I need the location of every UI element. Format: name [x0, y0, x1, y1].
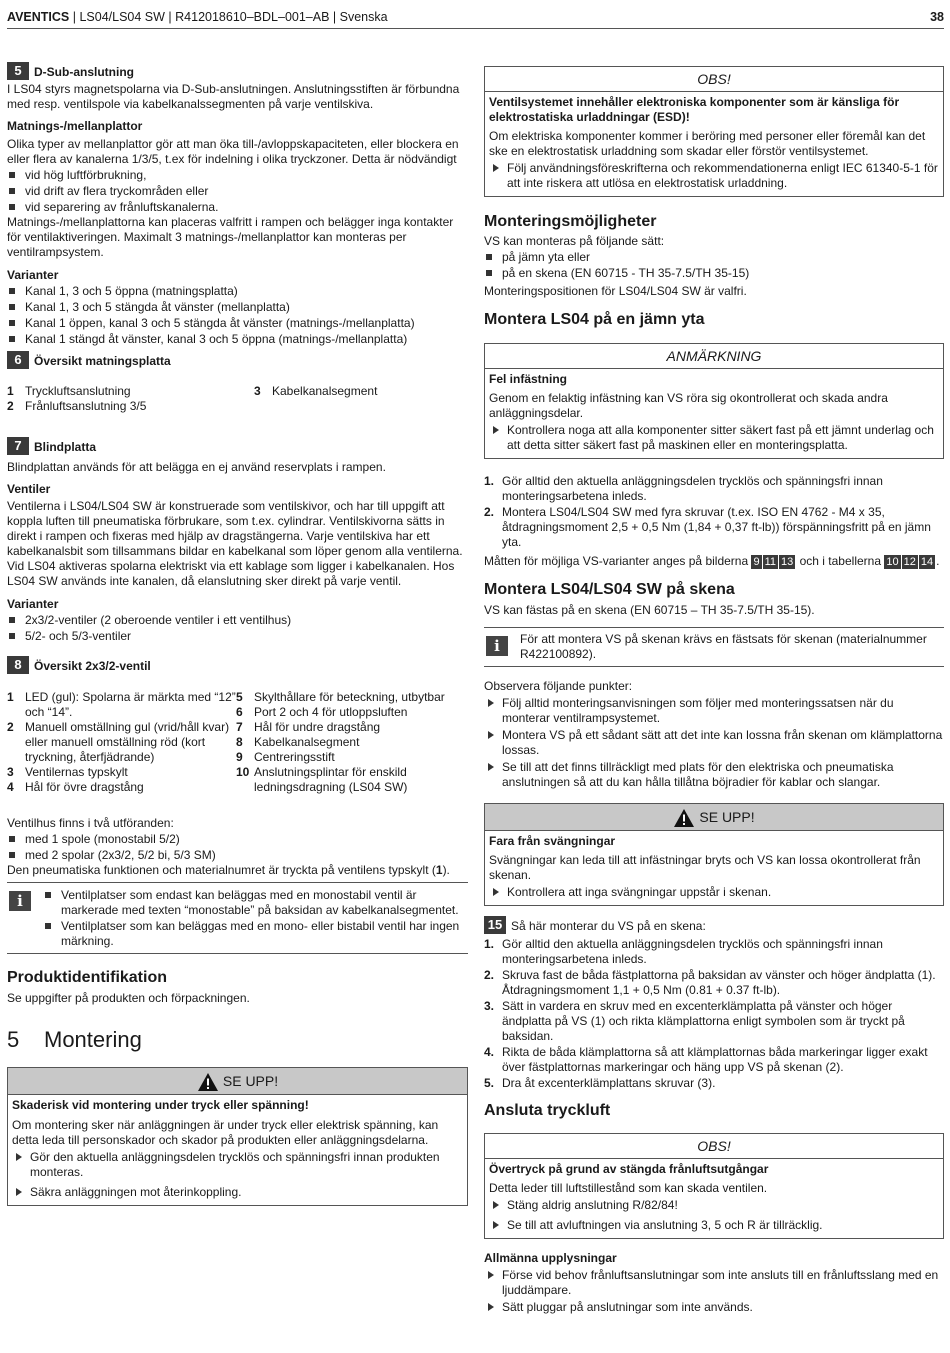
legend-text: Skylthållare för beteckning, utbytbar — [254, 690, 445, 704]
notice-label: OBS! — [485, 67, 943, 92]
caution-box-svangningar — [484, 803, 944, 906]
step-number: 5. — [484, 1076, 495, 1090]
notice-box-overtryck — [484, 1133, 944, 1239]
text-part: Måtten för möjliga VS-varianter anges på bilderna — [484, 554, 752, 568]
info-box-monostable — [7, 882, 468, 954]
step-number: 2. — [484, 968, 495, 982]
notice-body — [485, 92, 943, 196]
page-header — [7, 10, 944, 29]
legend-number: 10 — [236, 765, 250, 779]
list-item: på en skena (EN 60715 - TH 35-7.5/TH 35-15) — [484, 266, 944, 281]
step-number: 1. — [484, 937, 495, 951]
caution-label: SE UPP! — [222, 1073, 279, 1089]
ref-number: 1 — [435, 863, 443, 877]
list-item: Kanal 1, 3 och 5 öppna (matningsplatta) — [7, 284, 468, 299]
remark-list — [489, 423, 939, 453]
list-item: Montera VS på ett sådant sätt att det inte kan lossna från skenan om klämplattorna lossas. — [484, 728, 944, 758]
varianter-heading: Varianter — [7, 268, 59, 282]
notice-body — [485, 1159, 943, 1238]
list-item: Kanal 1 stängd åt vänster, kanal 3 och 5 öppna (matnings-/mellanplatta) — [7, 332, 468, 347]
legend-text: Frånluftsanslutning 3/5 — [25, 399, 147, 413]
legend-number: 3 — [254, 384, 261, 398]
brand-name: AVENTICS — [7, 10, 70, 24]
list-item: vid separering av frånluftskanalerna. — [7, 200, 468, 215]
notice-heading: Övertryck på grund av stängda frånluftsutgångar — [489, 1162, 769, 1176]
step-text: Gör alltid den aktuella anläggningsdelen trycklös och spänningsfri innan monteringsarbetena inleds. — [502, 474, 883, 503]
chapter-title: Montering — [44, 1027, 142, 1052]
caution-list — [12, 1150, 463, 1200]
step-number: 3. — [484, 999, 495, 1013]
list-item: Se till att det finns tillräckligt med plats för den elektriska och pneumatiska anslutningen så att du kan hålla tillåtna böjradier för kablar och slangar. — [484, 760, 944, 790]
steps-list-1 — [484, 474, 944, 550]
mojlig-list — [484, 250, 944, 281]
step-text: Sätt in vardera en skruv med en excenterklämplatta på vänster och höger ändplatta på VS (1) och rikta klämplattorna enligt symbolen som är tryckt på baksidan. — [502, 999, 905, 1043]
skena-text: VS kan fästas på en skena (EN 60715 – TH 35-7.5/TH 35-15). — [484, 603, 815, 617]
figure-ref: 13 — [781, 556, 794, 568]
monteringsmojligheter-heading: Monteringsmöjligheter — [484, 213, 657, 230]
mojlig-text: VS kan monteras på följande sätt: — [484, 234, 665, 248]
caution-text: Om montering sker när anläggningen är under tryck eller elektrisk spänning, kan detta leda till personskador och skador på produkten eller anläggningsdelarna. — [12, 1118, 439, 1147]
table-ref: 12 — [903, 556, 916, 568]
list-item: vid hög luftförbrukning, — [7, 168, 468, 183]
legend-text: Anslutningsplintar för enskild ledningsdragning (LS04 SW) — [254, 765, 408, 794]
legend-text: LED (gul): Spolarna är märkta med “12” och “14”. — [25, 690, 236, 719]
ventilhus-list — [7, 832, 468, 863]
step-item — [484, 937, 944, 967]
observera-text: Observera följande punkter: — [484, 679, 633, 693]
allmanna-heading: Allmänna upplysningar — [484, 1251, 617, 1265]
legend-text: Centreringsstift — [254, 750, 335, 764]
step-number: 4. — [484, 1045, 495, 1059]
notice-text: Om elektriska komponenter kommer i beröring med personer eller föremål kan det ske en elektrostatisk urladdning som skadar eller förstör ventilsystemet. — [489, 129, 926, 158]
allmanna-list — [484, 1268, 944, 1315]
matning-heading: Matnings-/mellanplattor — [7, 119, 143, 133]
remark-body — [485, 369, 943, 458]
doc-title: | LS04/LS04 SW | R412018610–BDL–001–AB | Svenska — [69, 10, 388, 24]
ventiler-text-2: Vid LS04 aktiveras spolarna elektriskt via ett kablage som ligger i kabelkanalen. Hos LS04 SW används inte kanalen, då elanslutning sker direkt på varje ventil. — [7, 559, 455, 588]
caution-body — [485, 831, 943, 905]
legend-number: 2 — [7, 720, 14, 734]
right-column — [484, 66, 944, 1315]
steps-list-2 — [484, 937, 944, 1091]
figure-number: 5 — [7, 62, 29, 80]
warning-icon — [673, 808, 695, 828]
caution-title-bar — [8, 1068, 467, 1095]
list-item: Kontrollera att inga svängningar uppstår i skenan. — [489, 885, 939, 900]
list-item: Stäng aldrig anslutning R/82/84! — [489, 1198, 939, 1213]
figure-number: 8 — [7, 656, 29, 674]
list-item: på jämn yta eller — [484, 250, 944, 265]
varianter-list-2 — [7, 613, 468, 644]
figure-ref: 9 — [753, 556, 760, 568]
list-item: Se till att avluftningen via anslutning 3, 5 och R är tillräcklig. — [489, 1218, 939, 1233]
legend-number: 6 — [236, 705, 243, 719]
legend-number: 7 — [236, 720, 243, 734]
table-ref: 14 — [920, 556, 934, 568]
produktidentifikation-heading: Produktidentifikation — [7, 969, 167, 986]
list-item: 5/2- och 5/3-ventiler — [7, 629, 468, 644]
chapter-number: 5 — [7, 1027, 20, 1052]
list-item: Följ användningsföreskrifterna och rekommendationerna enligt IEC 61340-5-1 för att inte riskera att utlösa en elektrostatisk urladdning. — [489, 161, 939, 191]
jamn-yta-heading: Montera LS04 på en jämn yta — [484, 311, 705, 328]
figure-title: Översikt 2x3/2-ventil — [34, 659, 151, 673]
step-item — [484, 999, 944, 1044]
text-part: ). — [442, 863, 450, 877]
legend-text: Manuell omställning gul (vrid/håll kvar) eller manuell omställning röd (kort tryckning, återfjädrande) — [25, 720, 230, 764]
list-item: Sätt pluggar på anslutningar som inte används. — [484, 1300, 944, 1315]
step-item — [484, 968, 944, 998]
matten-text — [484, 554, 944, 569]
blindplatta-text: Blindplattan används för att belägga en ej använd reservplats i rampen. — [7, 460, 386, 474]
step-item — [484, 1045, 944, 1075]
list-item: Ventilplatser som endast kan beläggas med en monostabil ventil är markerade med texten “monostable” på baksidan av kabelkanalsegmentet. — [43, 888, 468, 918]
legend-text: Tryckluftsanslutning — [25, 384, 131, 398]
legend-number: 4 — [7, 780, 14, 794]
step-text: Gör alltid den aktuella anläggningsdelen trycklös och spänningsfri innan monteringsarbetena inleds. — [502, 937, 883, 966]
table-ref: 10 — [886, 556, 899, 568]
step-text: Dra åt excenterklämplattans skruvar (3). — [502, 1076, 716, 1090]
text-part: och i tabellerna — [796, 554, 885, 568]
figure-7-heading — [7, 437, 468, 457]
typskylt-text — [7, 863, 468, 878]
caution-box-montering — [7, 1067, 468, 1206]
figure-ref: 11 — [764, 556, 777, 568]
notice-list — [489, 1198, 939, 1233]
info-box-skena — [484, 627, 944, 667]
list-item: 2x3/2-ventiler (2 oberoende ventiler i ett ventilhus) — [7, 613, 468, 628]
figure-title: Blindplatta — [34, 440, 96, 454]
legend-left — [7, 690, 236, 795]
legend-text: Hål för undre dragstång — [254, 720, 381, 734]
figure-5-heading — [7, 62, 468, 82]
figure-title: Så här monterar du VS på en skena: — [511, 919, 706, 933]
legend-number: 2 — [7, 399, 14, 413]
info-icon: i — [9, 891, 31, 911]
legend-number: 8 — [236, 735, 243, 749]
produktidentifikation-text: Se uppgifter på produkten och förpackningen. — [7, 991, 250, 1005]
left-column — [7, 62, 468, 1206]
legend-figure-8 — [7, 690, 468, 795]
dsub-text: I LS04 styrs magnetspolarna via D-Sub-anslutningen. Anslutningsstiften är förbundna med resp. ventilspole via kabelkanalssegmenten på varje ventilskiva. — [7, 82, 460, 111]
figure-6-heading — [7, 351, 468, 371]
step-item — [484, 1076, 944, 1091]
info-list — [43, 887, 468, 949]
observera-list — [484, 696, 944, 790]
list-item: Gör den aktuella anläggningsdelen trycklös och spänningsfri innan produkten monteras. — [12, 1150, 463, 1180]
notice-heading: Ventilsystemet innehåller elektroniska komponenter som är känsliga för elektrostatiska urladdningar (ESD)! — [489, 95, 900, 124]
figure-15-heading — [484, 916, 944, 936]
remark-text: Genom en felaktig infästning kan VS röra sig okontrollerat och skada andra anläggningsdelar. — [489, 391, 888, 420]
remark-label: ANMÄRKNING — [485, 344, 943, 369]
legend-text: Port 2 och 4 för utloppsluften — [254, 705, 408, 719]
caution-text: Svängningar kan leda till att infästningar bryts och VS kan lossa okontrollerat från skenan. — [489, 853, 921, 882]
step-text: Montera LS04/LS04 SW med fyra skruvar (t.ex. ISO EN 4762 - M4 x 35, åtdragningsmoment 2,5 + 0,5 Nm (1,84 + 0,37 ft-lb)) förspänningsfritt på en jämn yta. — [502, 505, 931, 549]
mojlig-text-2: Monteringspositionen för LS04/LS04 SW är valfri. — [484, 284, 747, 298]
notice-box-esd — [484, 66, 944, 197]
legend-right — [236, 690, 468, 795]
step-item — [484, 474, 944, 504]
caution-title-bar — [485, 804, 943, 831]
list-item: Förse vid behov frånluftsanslutningar som inte ansluts till en frånluftsslang med en ljuddämpare. — [484, 1268, 944, 1298]
matning-text: Olika typer av mellanplattor gör att man öka till-/avloppskapaciteten, eller blockera en eller flera av kanalerna 1/3/5, t.ex för indelning i olika tryckzoner. Detta är nödvändigt — [7, 137, 459, 166]
caution-label: SE UPP! — [699, 809, 755, 825]
step-number: 2. — [484, 505, 495, 519]
legend-number: 3 — [7, 765, 14, 779]
list-item: med 2 spolar (2x3/2, 5/2 bi, 5/3 SM) — [7, 848, 468, 863]
step-text: Skruva fast de båda fästplattorna på baksidan av vänster och höger ändplatta (1). Åtdragningsmoment 1,1 + 0,5 Nm (0.81 + 0.37 ft-lb). — [502, 968, 936, 997]
step-text: Rikta de båda klämplattorna så att klämplattornas båda markeringar ligger exakt över fästplattornas markeringar och häng upp VS på skenan (2). — [502, 1045, 928, 1074]
info-icon: i — [486, 636, 508, 656]
chapter-heading — [7, 1026, 468, 1054]
figure-8-heading — [7, 656, 468, 676]
varianter-heading-2: Varianter — [7, 597, 59, 611]
legend-number: 5 — [236, 690, 243, 704]
ventiler-text: Ventilerna i LS04/LS04 SW är konstruerade som ventilskivor, och har till uppgift att koppla luften till pneumatiska förbrukare, som t.ex. cylindrar. Ventilskivorna sätts in direkt i rampen och fixeras med hjälp av dragstängerna. Varje ventilskiva har ett kabelkanalsbit som tillsammans bildar en kabelkanal som löper genom alla ventilerna. — [7, 499, 463, 558]
notice-label: OBS! — [485, 1134, 943, 1159]
legend-figure-6 — [7, 384, 468, 414]
notice-text: Detta leder till luftstillestånd som kan skada ventilen. — [489, 1181, 768, 1195]
text-part: Den pneumatiska funktionen och materialnumret är tryckta på ventilens typskylt ( — [7, 863, 436, 877]
list-item: Ventilplatser som kan beläggas med en mono- eller bistabil ventil har ingen märkning. — [43, 919, 468, 949]
figure-number: 6 — [7, 351, 29, 369]
text-part: . — [936, 554, 940, 568]
skena-heading: Montera LS04/LS04 SW på skena — [484, 581, 735, 598]
matning-list — [7, 168, 468, 215]
figure-title: Översikt matningsplatta — [34, 354, 171, 368]
tryckluft-heading: Ansluta tryckluft — [484, 1102, 611, 1119]
caution-heading: Skaderisk vid montering under tryck eller spänning! — [12, 1098, 309, 1112]
caution-heading: Fara från svängningar — [489, 834, 616, 848]
step-item — [484, 505, 944, 550]
legend-text: Kabelkanalsegment — [254, 735, 360, 749]
legend-text: Hål för övre dragstång — [25, 780, 144, 794]
list-item: Kanal 1 öppen, kanal 3 och 5 stängda åt vänster (matnings-/mellanplatta) — [7, 316, 468, 331]
caution-body — [8, 1095, 467, 1205]
page-number: 38 — [930, 10, 944, 24]
remark-heading: Fel infästning — [489, 372, 567, 386]
list-item: Kanal 1, 3 och 5 stängda åt vänster (mellanplatta) — [7, 300, 468, 315]
warning-icon — [197, 1072, 219, 1092]
list-item: med 1 spole (monostabil 5/2) — [7, 832, 468, 847]
figure-title: D-Sub-anslutning — [34, 65, 134, 79]
legend-text: Kabelkanalsegment — [272, 384, 378, 398]
legend-number: 9 — [236, 750, 243, 764]
figure-number: 15 — [484, 916, 506, 934]
remark-box — [484, 343, 944, 459]
list-item: Säkra anläggningen mot återinkoppling. — [12, 1185, 463, 1200]
varianter-list — [7, 284, 468, 347]
legend-number: 1 — [7, 384, 14, 398]
list-item: vid drift av flera tryckområden eller — [7, 184, 468, 199]
ventiler-heading: Ventiler — [7, 482, 51, 496]
legend-text: Ventilernas typskylt — [25, 765, 128, 779]
step-number: 1. — [484, 474, 495, 488]
legend-number: 1 — [7, 690, 14, 704]
caution-list — [489, 885, 939, 900]
notice-list — [489, 161, 939, 191]
matning-text-2: Matnings-/mellanplattorna kan placeras valfritt i rampen och belägger inga kontakter för ventilaktiveringen. Maximalt 3 matnings-/mellanplattor kan monteras per ventilrampsystem. — [7, 215, 454, 259]
list-item: Följ alltid monteringsanvisningen som följer med monteringssatsen när du monterar ventilrampsystemet. — [484, 696, 944, 726]
figure-number: 7 — [7, 437, 29, 455]
list-item: Kontrollera noga att alla komponenter sitter säkert fast på ett jämnt underlag och att detta sitter säkert fast på maskinen eller en monteringsplatta. — [489, 423, 939, 453]
info-text: För att montera VS på skenan krävs en fästsats för skenan (materialnummer R422100892). — [520, 632, 927, 661]
ventilhus-text: Ventilhus finns i två utföranden: — [7, 816, 174, 830]
